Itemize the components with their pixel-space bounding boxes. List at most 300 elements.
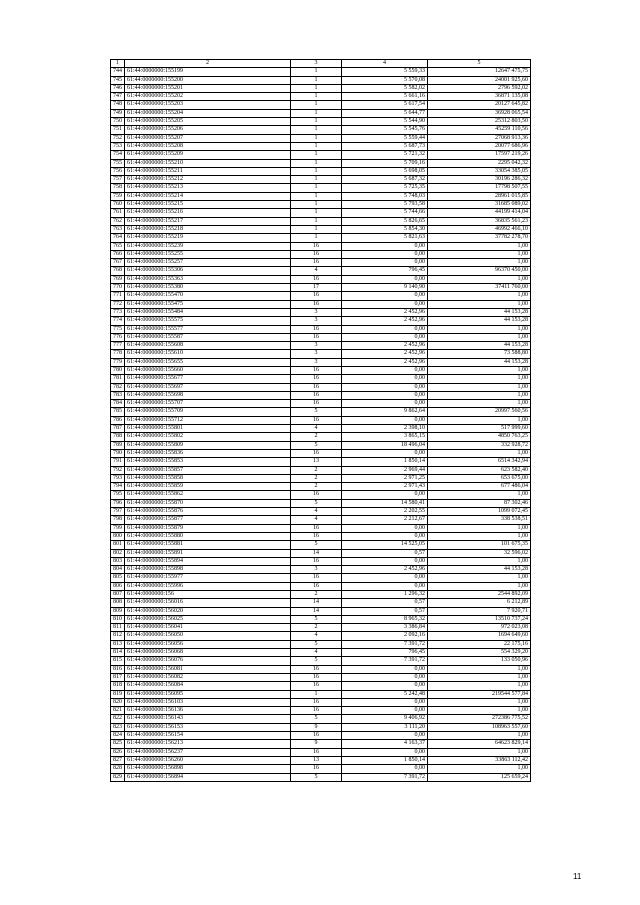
value-cell: 6 212,89 — [428, 599, 531, 607]
table-row — [111, 242, 531, 250]
type-cell: 1 — [291, 201, 342, 209]
type-cell: 2 — [291, 591, 342, 599]
table-row — [111, 317, 531, 325]
table-row — [111, 599, 531, 607]
type-cell: 1 — [291, 126, 342, 134]
table-row — [111, 416, 531, 424]
row-number-cell: 823 — [111, 723, 125, 731]
value-cell: 1694 649,60 — [428, 632, 531, 640]
area-cell: 796,45 — [342, 649, 428, 657]
value-cell: 44 153,28 — [428, 342, 531, 350]
value-cell: 1,00 — [428, 300, 531, 308]
cadastral-table — [110, 59, 531, 782]
value-cell: 1,00 — [428, 292, 531, 300]
value-cell: 1,00 — [428, 242, 531, 250]
type-cell: 16 — [291, 300, 342, 308]
value-cell: 20127 645,82 — [428, 101, 531, 109]
cadastral-number-cell: 61:44:0000000:156020 — [125, 607, 291, 615]
row-number-cell: 805 — [111, 574, 125, 582]
table-row — [111, 549, 531, 557]
area-cell: 4 163,37 — [342, 740, 428, 748]
table-row — [111, 665, 531, 673]
area-cell: 3 386,84 — [342, 624, 428, 632]
cadastral-number-cell: 61:44:0000000:155204 — [125, 109, 291, 117]
row-number-cell: 803 — [111, 557, 125, 565]
type-cell: 16 — [291, 582, 342, 590]
value-cell: 13510 737,24 — [428, 615, 531, 623]
row-number-cell: 826 — [111, 748, 125, 756]
cadastral-number-cell: 61:44:0000000:155203 — [125, 101, 291, 109]
type-cell: 3 — [291, 358, 342, 366]
value-cell: 1,00 — [428, 400, 531, 408]
table-row — [111, 732, 531, 740]
area-cell: 0,00 — [342, 524, 428, 532]
cadastral-number-cell: 61:44:0000000:155697 — [125, 383, 291, 391]
area-cell: 1 850,14 — [342, 756, 428, 764]
cadastral-number-cell: 61:44:0000000:155660 — [125, 366, 291, 374]
cadastral-number-cell: 61:44:0000000:155857 — [125, 466, 291, 474]
type-cell: 14 — [291, 607, 342, 615]
row-number-cell: 798 — [111, 516, 125, 524]
value-cell: 6514 342,94 — [428, 458, 531, 466]
row-number-cell: 783 — [111, 391, 125, 399]
type-cell: 16 — [291, 292, 342, 300]
type-cell: 5 — [291, 499, 342, 507]
value-cell: 125 659,24 — [428, 773, 531, 781]
type-cell: 2 — [291, 624, 342, 632]
cadastral-number-cell: 61:44:0000000:156076 — [125, 657, 291, 665]
table-row — [111, 391, 531, 399]
area-cell: 2 202,55 — [342, 508, 428, 516]
type-cell: 5 — [291, 640, 342, 648]
row-number-cell: 804 — [111, 566, 125, 574]
row-number-cell: 802 — [111, 549, 125, 557]
table-row — [111, 350, 531, 358]
value-cell: 219544 577,84 — [428, 690, 531, 698]
row-number-cell: 751 — [111, 126, 125, 134]
table-row — [111, 483, 531, 491]
row-number-cell: 801 — [111, 541, 125, 549]
table-row — [111, 425, 531, 433]
area-cell: 0,00 — [342, 765, 428, 773]
row-number-cell: 770 — [111, 284, 125, 292]
value-cell: 1099 072,45 — [428, 508, 531, 516]
value-cell: 46992 466,10 — [428, 225, 531, 233]
area-cell: 5 854,30 — [342, 225, 428, 233]
area-cell: 0,57 — [342, 549, 428, 557]
area-cell: 0,00 — [342, 491, 428, 499]
area-cell: 0,00 — [342, 416, 428, 424]
table-row — [111, 358, 531, 366]
table-row — [111, 640, 531, 648]
area-cell: 5 242,48 — [342, 690, 428, 698]
cadastral-number-cell: 61:44:0000000:155677 — [125, 375, 291, 383]
type-cell: 1 — [291, 690, 342, 698]
row-number-cell: 810 — [111, 615, 125, 623]
row-number-cell: 759 — [111, 192, 125, 200]
type-cell: 1 — [291, 234, 342, 242]
table-row — [111, 441, 531, 449]
cadastral-number-cell: 61:44:0000000:155202 — [125, 93, 291, 101]
value-cell: 87 302,46 — [428, 499, 531, 507]
table-row — [111, 624, 531, 632]
cadastral-number-cell: 61:44:0000000:156025 — [125, 615, 291, 623]
table-row — [111, 632, 531, 640]
row-number-cell: 811 — [111, 624, 125, 632]
area-cell: 5 617,54 — [342, 101, 428, 109]
cadastral-number-cell: 61:44:0000000:156154 — [125, 732, 291, 740]
type-cell: 16 — [291, 557, 342, 565]
value-cell: 44 153,28 — [428, 308, 531, 316]
value-cell: 1,00 — [428, 250, 531, 258]
type-cell: 5 — [291, 615, 342, 623]
cadastral-number-cell: 61:44:0000000:156103 — [125, 698, 291, 706]
cadastral-number-cell: 61:44:0000000:156016 — [125, 599, 291, 607]
type-cell: 16 — [291, 748, 342, 756]
cadastral-number-cell: 61:44:0000000:155802 — [125, 433, 291, 441]
area-cell: 0,00 — [342, 732, 428, 740]
header-row — [111, 60, 531, 68]
table-row — [111, 615, 531, 623]
type-cell: 16 — [291, 333, 342, 341]
value-cell: 1,00 — [428, 325, 531, 333]
type-cell: 3 — [291, 317, 342, 325]
row-number-cell: 819 — [111, 690, 125, 698]
table-row — [111, 499, 531, 507]
type-cell: 1 — [291, 84, 342, 92]
type-cell: 16 — [291, 416, 342, 424]
row-number-cell: 778 — [111, 350, 125, 358]
value-cell: 1,00 — [428, 491, 531, 499]
type-cell: 1 — [291, 68, 342, 76]
table-row — [111, 284, 531, 292]
area-cell: 0,00 — [342, 292, 428, 300]
cadastral-number-cell: 61:44:0000000:156213 — [125, 740, 291, 748]
type-cell: 1 — [291, 76, 342, 84]
value-cell: 73 588,80 — [428, 350, 531, 358]
cadastral-number-cell: 61:44:0000000:156084 — [125, 682, 291, 690]
table-row — [111, 491, 531, 499]
row-number-cell: 776 — [111, 333, 125, 341]
table-row — [111, 76, 531, 84]
table-row — [111, 400, 531, 408]
area-cell: 5 570,08 — [342, 76, 428, 84]
row-number-cell: 812 — [111, 632, 125, 640]
area-cell: 2 452,96 — [342, 566, 428, 574]
table-row — [111, 292, 531, 300]
value-cell: 27068 913,36 — [428, 134, 531, 142]
cadastral-number-cell: 61:44:0000000:155575 — [125, 317, 291, 325]
area-cell: 0,00 — [342, 682, 428, 690]
value-cell: 272386 775,52 — [428, 715, 531, 723]
cadastral-number-cell: 61:44:0000000:155201 — [125, 84, 291, 92]
area-cell: 0,00 — [342, 698, 428, 706]
row-number-cell: 773 — [111, 308, 125, 316]
value-cell: 37782 278,70 — [428, 234, 531, 242]
value-cell: 25312 803,50 — [428, 118, 531, 126]
area-cell: 2 452,96 — [342, 350, 428, 358]
row-number-cell: 807 — [111, 591, 125, 599]
area-cell: 5 687,73 — [342, 142, 428, 150]
area-cell: 0,00 — [342, 242, 428, 250]
value-cell: 517 999,60 — [428, 425, 531, 433]
area-cell: 5 687,32 — [342, 176, 428, 184]
table-row — [111, 118, 531, 126]
table-row — [111, 275, 531, 283]
cadastral-number-cell: 61:44:0000000:156081 — [125, 665, 291, 673]
table-header — [111, 60, 531, 68]
value-cell: 17597 219,26 — [428, 151, 531, 159]
row-number-cell: 769 — [111, 275, 125, 283]
cadastral-number-cell: 61:44:0000000:155698 — [125, 391, 291, 399]
value-cell: 1,00 — [428, 707, 531, 715]
cadastral-number-cell: 61:44:0000000:156041 — [125, 624, 291, 632]
row-number-cell: 792 — [111, 466, 125, 474]
row-number-cell: 827 — [111, 756, 125, 764]
table-row — [111, 574, 531, 582]
value-cell: 332 928,72 — [428, 441, 531, 449]
table-row — [111, 690, 531, 698]
row-number-cell: 746 — [111, 84, 125, 92]
type-cell: 16 — [291, 673, 342, 681]
value-cell: 2544 892,09 — [428, 591, 531, 599]
type-cell: 1 — [291, 176, 342, 184]
cadastral-number-cell: 61:44:0000000:155214 — [125, 192, 291, 200]
cadastral-number-cell: 61:44:0000000:155206 — [125, 126, 291, 134]
area-cell: 9 406,92 — [342, 715, 428, 723]
value-cell: 96370 450,00 — [428, 267, 531, 275]
table-row — [111, 325, 531, 333]
type-cell: 17 — [291, 284, 342, 292]
table-row — [111, 516, 531, 524]
area-cell: 5 721,32 — [342, 151, 428, 159]
area-cell: 0,00 — [342, 748, 428, 756]
cadastral-number-cell: 61:44:0000000:155219 — [125, 234, 291, 242]
row-number-cell: 829 — [111, 773, 125, 781]
area-cell: 1 850,14 — [342, 458, 428, 466]
row-number-cell: 791 — [111, 458, 125, 466]
area-cell: 7 391,72 — [342, 657, 428, 665]
cadastral-number-cell: 61:44:0000000:155870 — [125, 499, 291, 507]
table-row — [111, 250, 531, 258]
area-cell: 0,00 — [342, 557, 428, 565]
cadastral-number-cell: 61:44:0000000:156095 — [125, 690, 291, 698]
column-header-4: 4 — [342, 60, 428, 68]
row-number-cell: 793 — [111, 474, 125, 482]
type-cell: 16 — [291, 707, 342, 715]
value-cell: 1,00 — [428, 449, 531, 457]
cadastral-number-cell: 61:44:0000000:155484 — [125, 308, 291, 316]
type-cell: 3 — [291, 308, 342, 316]
type-cell: 1 — [291, 159, 342, 167]
value-cell: 1,00 — [428, 366, 531, 374]
value-cell: 1,00 — [428, 748, 531, 756]
value-cell: 1,00 — [428, 375, 531, 383]
cadastral-number-cell: 61:44:0000000:156260 — [125, 756, 291, 764]
type-cell: 2 — [291, 483, 342, 491]
table-row — [111, 582, 531, 590]
type-cell: 1 — [291, 217, 342, 225]
type-cell: 2 — [291, 474, 342, 482]
table-row — [111, 101, 531, 109]
cadastral-number-cell: 61:44:0000000:155470 — [125, 292, 291, 300]
area-cell: 0,00 — [342, 375, 428, 383]
value-cell: 1,00 — [428, 698, 531, 706]
value-cell: 1,00 — [428, 383, 531, 391]
cadastral-number-cell: 61:44:0000000:155894 — [125, 557, 291, 565]
table-row — [111, 93, 531, 101]
area-cell: 5 709,16 — [342, 159, 428, 167]
table-row — [111, 151, 531, 159]
type-cell: 1 — [291, 151, 342, 159]
row-number-cell: 800 — [111, 532, 125, 540]
area-cell: 5 582,02 — [342, 84, 428, 92]
cadastral-number-cell: 61:44:0000000:155608 — [125, 342, 291, 350]
type-cell: 1 — [291, 118, 342, 126]
cadastral-number-cell: 61:44:0000000:155577 — [125, 325, 291, 333]
row-number-cell: 784 — [111, 400, 125, 408]
cadastral-number-cell: 61:44:0000000:155215 — [125, 201, 291, 209]
row-number-cell: 752 — [111, 134, 125, 142]
table-row — [111, 607, 531, 615]
row-number-cell: 782 — [111, 383, 125, 391]
type-cell: 9 — [291, 723, 342, 731]
row-number-cell: 818 — [111, 682, 125, 690]
table-row — [111, 167, 531, 175]
cadastral-number-cell: 61:44:0000000:155200 — [125, 76, 291, 84]
cadastral-number-cell: 61:44:0000000:155836 — [125, 449, 291, 457]
cadastral-number-cell: 61:44:0000000:155862 — [125, 491, 291, 499]
table-row — [111, 673, 531, 681]
cadastral-number-cell: 61:44:0000000:155205 — [125, 118, 291, 126]
table-body — [111, 68, 531, 782]
table-row — [111, 383, 531, 391]
cadastral-number-cell: 61:44:0000000:155859 — [125, 483, 291, 491]
table-row — [111, 524, 531, 532]
value-cell: 20997 560,56 — [428, 408, 531, 416]
row-number-cell: 755 — [111, 159, 125, 167]
row-number-cell: 797 — [111, 508, 125, 516]
row-number-cell: 809 — [111, 607, 125, 615]
table-row — [111, 756, 531, 764]
area-cell: 0,00 — [342, 673, 428, 681]
row-number-cell: 821 — [111, 707, 125, 715]
value-cell: 972 023,08 — [428, 624, 531, 632]
row-number-cell: 750 — [111, 118, 125, 126]
value-cell: 32 596,02 — [428, 549, 531, 557]
row-number-cell: 815 — [111, 657, 125, 665]
area-cell: 2 398,10 — [342, 425, 428, 433]
row-number-cell: 780 — [111, 366, 125, 374]
type-cell: 3 — [291, 342, 342, 350]
value-cell: 1,00 — [428, 574, 531, 582]
row-number-cell: 775 — [111, 325, 125, 333]
table-row — [111, 591, 531, 599]
cadastral-number-cell: 61:44:0000000:155853 — [125, 458, 291, 466]
type-cell: 4 — [291, 632, 342, 640]
table-row — [111, 366, 531, 374]
table-row — [111, 449, 531, 457]
area-cell: 0,00 — [342, 383, 428, 391]
value-cell: 653 675,00 — [428, 474, 531, 482]
row-number-cell: 788 — [111, 433, 125, 441]
value-cell: 44 153,28 — [428, 566, 531, 574]
value-cell: 36835 561,23 — [428, 217, 531, 225]
cadastral-number-cell: 61:44:0000000:155879 — [125, 524, 291, 532]
cadastral-number-cell: 61:44:0000000:156136 — [125, 707, 291, 715]
area-cell: 5 725,35 — [342, 184, 428, 192]
table-row — [111, 192, 531, 200]
area-cell: 0,00 — [342, 259, 428, 267]
row-number-cell: 813 — [111, 640, 125, 648]
row-number-cell: 747 — [111, 93, 125, 101]
value-cell: 1,00 — [428, 391, 531, 399]
area-cell: 5 744,66 — [342, 209, 428, 217]
cadastral-number-cell: 61:44:0000000:155199 — [125, 68, 291, 76]
value-cell: 20077 686,96 — [428, 142, 531, 150]
value-cell: 31685 089,02 — [428, 201, 531, 209]
cadastral-number-cell: 61:44:0000000:155255 — [125, 250, 291, 258]
value-cell: 677 486,04 — [428, 483, 531, 491]
cadastral-number-cell: 61:44:0000000:155881 — [125, 541, 291, 549]
cadastral-number-cell: 61:44:0000000:155996 — [125, 582, 291, 590]
area-cell: 0,00 — [342, 400, 428, 408]
type-cell: 4 — [291, 508, 342, 516]
area-cell: 5 661,16 — [342, 93, 428, 101]
table-row — [111, 217, 531, 225]
area-cell: 0,00 — [342, 574, 428, 582]
row-number-cell: 796 — [111, 499, 125, 507]
row-number-cell: 789 — [111, 441, 125, 449]
type-cell: 16 — [291, 325, 342, 333]
table-row — [111, 142, 531, 150]
table-row — [111, 68, 531, 76]
type-cell: 13 — [291, 756, 342, 764]
type-cell: 16 — [291, 732, 342, 740]
value-cell: 45259 110,56 — [428, 126, 531, 134]
table-row — [111, 649, 531, 657]
type-cell: 3 — [291, 566, 342, 574]
table-row — [111, 715, 531, 723]
area-cell: 5 544,90 — [342, 118, 428, 126]
cadastral-number-cell: 61:44:0000000:155216 — [125, 209, 291, 217]
row-number-cell: 758 — [111, 184, 125, 192]
value-cell: 44 153,28 — [428, 358, 531, 366]
table-row — [111, 707, 531, 715]
cadastral-number-cell: 61:44:0000000:155208 — [125, 142, 291, 150]
cadastral-number-cell: 61:44:0000000:156068 — [125, 649, 291, 657]
cadastral-number-cell: 61:44:0000000:155877 — [125, 516, 291, 524]
row-number-cell: 825 — [111, 740, 125, 748]
table-row — [111, 508, 531, 516]
row-number-cell: 799 — [111, 524, 125, 532]
area-cell: 0,00 — [342, 449, 428, 457]
cadastral-number-cell: 61:44:0000000:155363 — [125, 275, 291, 283]
type-cell: 1 — [291, 109, 342, 117]
row-number-cell: 744 — [111, 68, 125, 76]
value-cell: 1,00 — [428, 673, 531, 681]
value-cell: 1,00 — [428, 665, 531, 673]
area-cell: 5 545,76 — [342, 126, 428, 134]
table-row — [111, 126, 531, 134]
row-number-cell: 790 — [111, 449, 125, 457]
row-number-cell: 763 — [111, 225, 125, 233]
page-number: 11 — [573, 872, 582, 881]
cadastral-number-cell: 61:44:0000000:155209 — [125, 151, 291, 159]
area-cell: 5 559,33 — [342, 68, 428, 76]
value-cell: 1,00 — [428, 682, 531, 690]
table-row — [111, 342, 531, 350]
